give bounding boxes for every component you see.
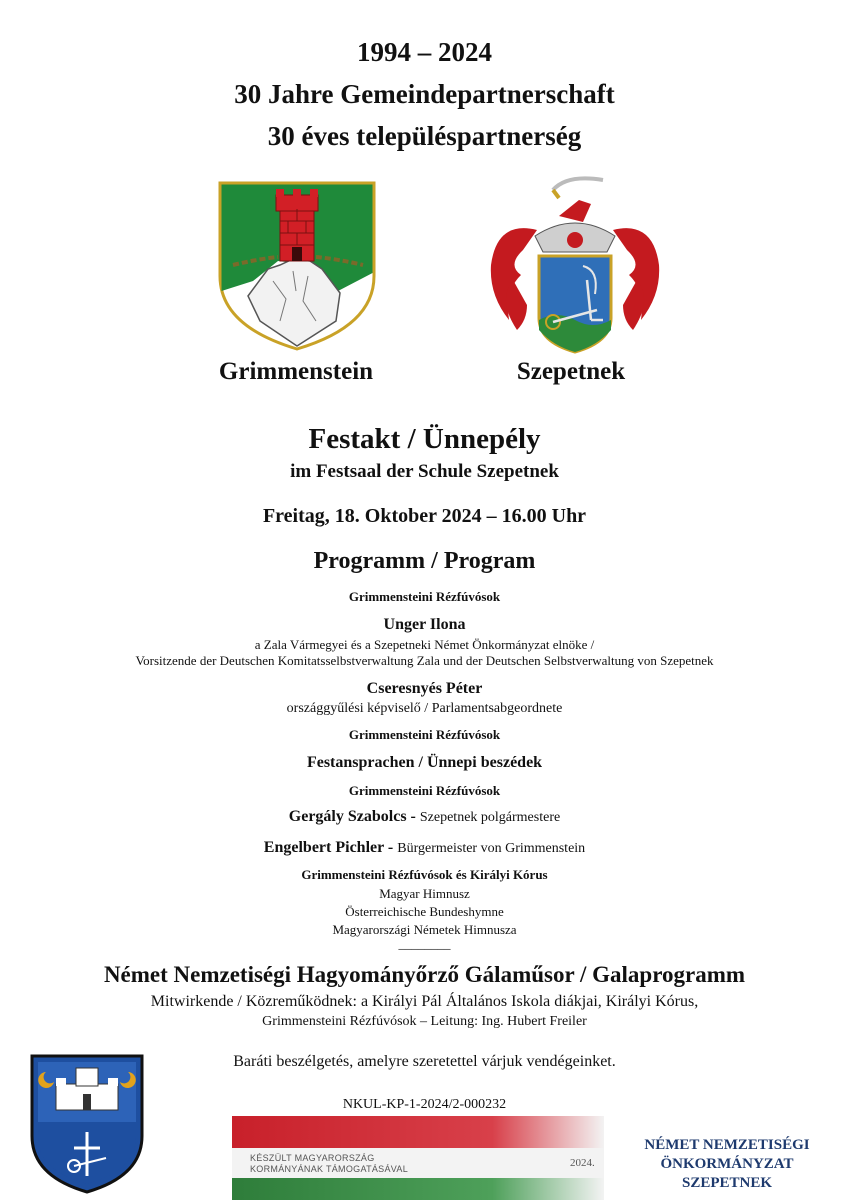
program-item-band-3: Grimmensteini Rézfúvósok: [348, 783, 501, 798]
anthem-hungarian: Magyar Himnusz: [379, 886, 470, 901]
program-heading: Programm / Program: [313, 548, 536, 574]
szepetnek-coat-of-arms: [487, 170, 663, 358]
banner-green-stripe: [232, 1178, 604, 1200]
grant-code: NKUL-KP-1-2024/2-000232: [342, 1097, 507, 1112]
title-hungarian: 30 éves településpartnerség: [267, 121, 582, 151]
speaker-cseresnyes-role: országgyűlési képviselő / Parlamentsabgeordnete: [286, 701, 563, 716]
speaker-pichler: [0, 839, 849, 857]
speaker-unger-role-de: Vorsitzende der Deutschen Komitatsselbstverwaltung Zala und der Deutschen Selbstverwaltung von Szepetnek: [135, 653, 714, 668]
title-german: 30 Jahre Gemeindepartnerschaft: [234, 79, 615, 109]
speaker-pichler-role: Bürgermeister von Grimmenstein: [397, 841, 586, 856]
finale-heading: Grimmensteini Rézfúvósok és Királyi Kórus: [301, 867, 548, 882]
speaker-unger-name: Unger Ilona: [383, 616, 466, 633]
speaker-pichler-name: Engelbert Pichler -: [263, 839, 394, 856]
speaker-gergaly-name: Gergály Szabolcs -: [288, 808, 416, 825]
speaker-gergaly: [0, 808, 849, 826]
event-datetime: Freitag, 18. Oktober 2024 – 16.00 Uhr: [262, 505, 587, 527]
szepetnek-label: Szepetnek: [516, 358, 626, 385]
org-name-line-2: ÖNKORMÁNYZAT: [660, 1156, 794, 1172]
invitation-text: Baráti beszélgetés, amelyre szeretettel várjuk vendégeinket.: [233, 1053, 616, 1070]
organization-name: [622, 1136, 832, 1193]
gala-title: Német Nemzetiségi Hagyományőrző Gálaműsor / Galaprogramm: [103, 962, 746, 987]
speaker-cseresnyes-name: Cseresnyés Péter: [366, 680, 483, 697]
program-item-band-2: Grimmensteini Rézfúvósok: [348, 727, 501, 742]
grimmenstein-label: Grimmenstein: [218, 358, 374, 385]
speaker-unger-role-hu: a Zala Vármegyei és a Szepetneki Német Önkormányzat elnöke /: [254, 637, 595, 652]
gala-performers-line-1: Mitwirkende / Közreműködnek: a Királyi Pál Általános Iskola diákjai, Királyi Kórus,: [150, 993, 699, 1010]
program-item-band-1: Grimmensteini Rézfúvósok: [348, 589, 501, 604]
banner-text-line-1: KÉSZÜLT MAGYARORSZÁG: [250, 1153, 375, 1163]
szepetnek-municipal-shield: [28, 1052, 146, 1194]
banner-red-stripe: [232, 1116, 604, 1148]
speaker-gergaly-role: Szepetnek polgármestere: [419, 810, 561, 825]
org-name-line-3: SZEPETNEK: [681, 1175, 773, 1191]
program-item-speeches: Festansprachen / Ünnepi beszédek: [306, 754, 543, 771]
years-heading: 1994 – 2024: [357, 37, 492, 67]
anthem-german-minority: Magyarországi Németek Himnusza: [332, 922, 517, 937]
event-venue: im Festsaal der Schule Szepetnek: [290, 461, 559, 482]
banner-text-line-2: KORMÁNYÁNAK TÁMOGATÁSÁVAL: [250, 1164, 409, 1174]
grimmenstein-coat-of-arms: [218, 181, 376, 351]
org-name-line-1: NÉMET NEMZETISÉGI: [644, 1137, 810, 1153]
event-title: Festakt / Ünnepély: [308, 423, 541, 455]
banner-year: 2024.: [570, 1157, 595, 1169]
government-support-banner: [232, 1116, 604, 1200]
program-divider: ________: [398, 936, 451, 951]
gala-performers-line-2: Grimmensteini Rézfúvósok – Leitung: Ing. Hubert Freiler: [262, 1014, 587, 1029]
anthem-austrian: Österreichische Bundeshymne: [345, 904, 504, 919]
